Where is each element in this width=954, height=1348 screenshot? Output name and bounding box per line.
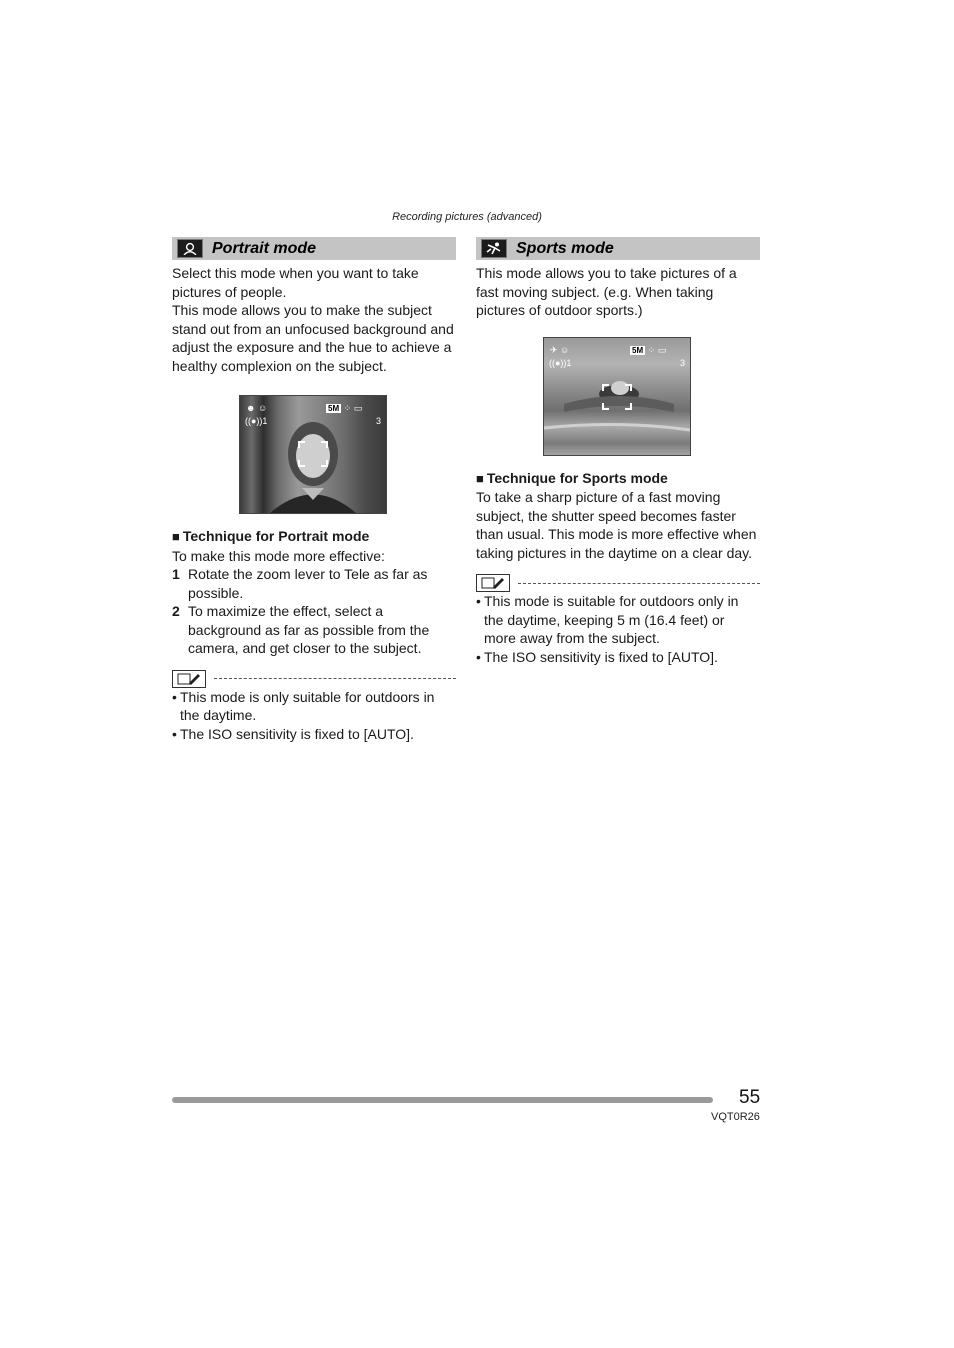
portrait-note-item: • The ISO sensitivity is fixed to [AUTO].: [172, 725, 414, 742]
note-divider: [518, 583, 760, 584]
note-divider: [214, 678, 456, 679]
sports-note-item: • The ISO sensitivity is fixed to [AUTO].: [476, 648, 718, 665]
af-area-bracket: [602, 384, 632, 410]
quality-icon: ⁘: [343, 403, 352, 413]
portrait-technique-heading: ■ Technique for Portrait mode: [172, 528, 370, 544]
portrait-step: 1 Rotate the zoom lever to Tele as far as possible.: [172, 566, 428, 601]
sports-osd-status: [630, 345, 666, 356]
portrait-intro-2: This mode allows you to make the subject stand out from an unfocused background and adjust the exposure and the hue to achieve a healthy complexion on the subject.: [172, 302, 454, 374]
af-area-bracket: [298, 441, 328, 467]
note-pencil-icon: [172, 670, 206, 688]
sports-technique-heading: ■ Technique for Sports mode: [476, 469, 668, 486]
portrait-mode-header: [172, 237, 456, 260]
sports-mode-title: Sports mode: [516, 239, 614, 257]
sports-osd-stabilizer: ((●))1: [549, 357, 572, 368]
portrait-osd-mode-icons: ☻ ☺: [246, 403, 268, 413]
sports-osd-size: 5M: [632, 345, 644, 355]
sports-osd-mode-icons: ✈ ☺: [550, 344, 570, 355]
portrait-note-item: • This mode is only suitable for outdoors in the daytime.: [172, 688, 435, 723]
page-number: 55: [739, 1087, 761, 1108]
portrait-example-photo: [239, 395, 387, 514]
sports-mode-header: [476, 237, 760, 260]
portrait-osd-stabilizer: ((●))1: [245, 416, 268, 426]
sports-mode-section: [476, 237, 760, 666]
sports-intro: This mode allows you to take pictures of a fast moving subject. (e.g. When taking pictures of outdoor sports.): [476, 265, 737, 318]
battery-icon: ▭: [353, 403, 363, 413]
sports-osd-count: 3: [679, 357, 685, 368]
portrait-mode-icon: [177, 239, 203, 258]
running-head: Recording pictures (advanced): [392, 211, 542, 223]
portrait-osd-status: [326, 403, 362, 414]
battery-icon: ▭: [657, 344, 667, 355]
portrait-osd-size: 5M: [328, 404, 340, 413]
portrait-intro-1: Select this mode when you want to take pictures of people.: [172, 265, 419, 300]
sports-mode-icon: [481, 239, 507, 258]
sports-example-photo: [543, 337, 691, 456]
portrait-mode-section: [172, 237, 456, 743]
portrait-note-header: [172, 670, 456, 688]
sports-note-header: [476, 574, 760, 592]
sports-technique-text: To take a sharp picture of a fast moving subject, the shutter speed becomes faster than usual. This mode is more effective when taking pictures in the daytime on a clear day.: [476, 489, 757, 561]
footer-rule: [172, 1097, 713, 1103]
note-pencil-icon: [476, 574, 510, 592]
quality-icon: ⁘: [647, 344, 656, 355]
portrait-technique-intro: To make this mode more effective:: [172, 547, 385, 564]
document-code: VQT0R26: [711, 1111, 760, 1123]
portrait-osd-count: 3: [375, 416, 381, 426]
portrait-mode-title: Portrait mode: [212, 239, 317, 257]
portrait-step: 2 To maximize the effect, select a background as far as possible from the camera, and get closer to the subject.: [172, 603, 430, 656]
sports-note-item: • This mode is suitable for outdoors only in the daytime, keeping 5 m (16.4 feet) or more away from the subject.: [476, 593, 739, 646]
